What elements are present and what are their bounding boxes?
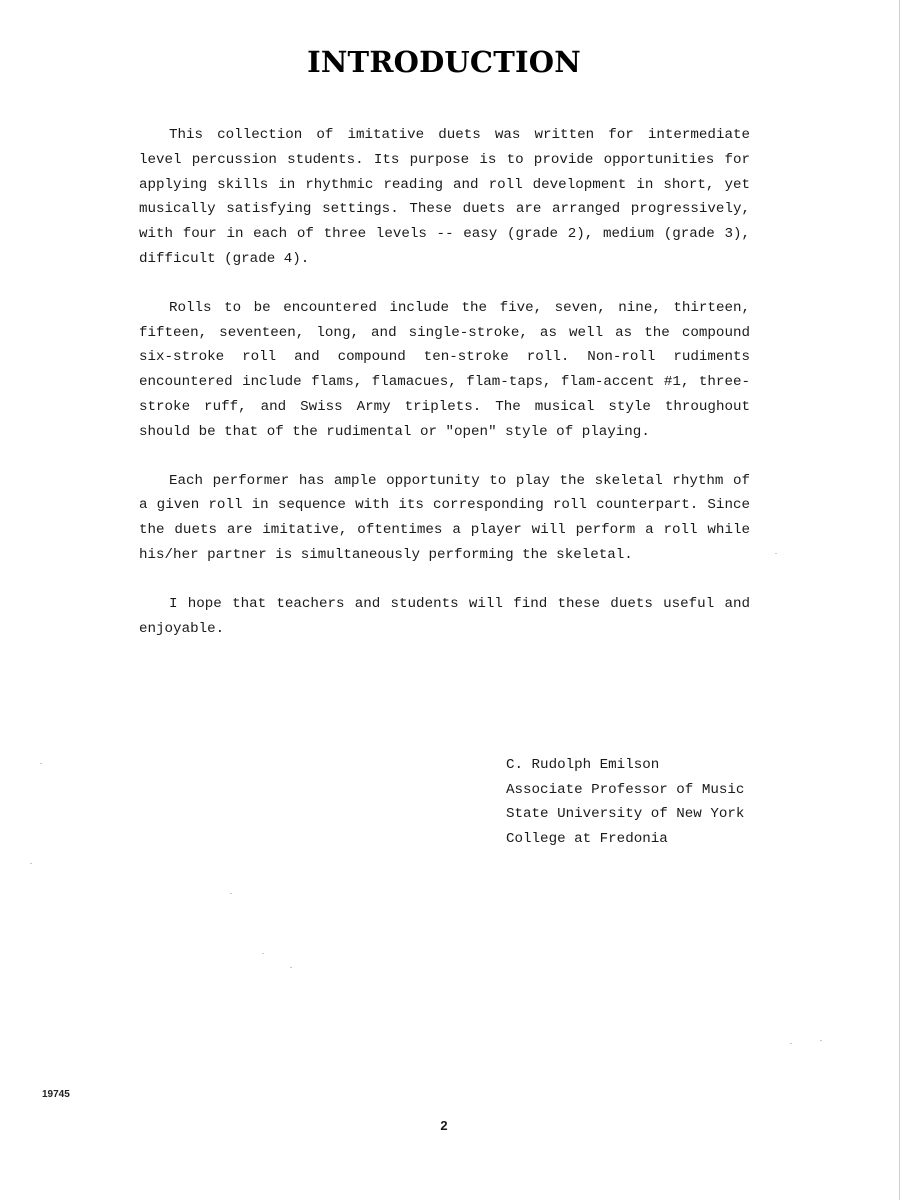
scan-speck bbox=[775, 553, 777, 554]
author-position: Associate Professor of Music bbox=[506, 781, 745, 798]
author-campus: College at Fredonia bbox=[506, 830, 668, 847]
scan-speck bbox=[790, 1043, 792, 1044]
introduction-body bbox=[139, 123, 750, 641]
catalog-number: 19745 bbox=[42, 1089, 70, 1100]
paragraph-closing: I hope that teachers and students will find these duets useful and enjoyable. bbox=[139, 595, 750, 637]
author-institution: State University of New York bbox=[506, 806, 745, 823]
scan-speck bbox=[290, 967, 292, 968]
scan-speck bbox=[262, 953, 264, 954]
page-title: INTRODUCTION bbox=[307, 45, 581, 80]
scan-speck bbox=[230, 893, 232, 894]
page-number: 2 bbox=[440, 1118, 448, 1133]
paragraph-rudiments: Rolls to be encountered include the five, seven, nine, thirteen, fifteen, seventeen, long, and single-stroke, as well as the compound six-stroke roll and compound ten-stroke roll. Non-roll rudiments encountered include flams, flamacues, flam-taps, flam-accent #1, three-stroke ruff, and Swiss Army triplets. The musical style throughout should be that of the rudimental or "open" style of playing. bbox=[139, 299, 750, 440]
paragraph-purpose: This collection of imitative duets was written for intermediate level percussion students. Its purpose is to provide opportunities for applying skills in rhythmic reading and roll development in short, yet musically satisfying settings. These duets are arranged progressively, with four in each of three levels -- easy (grade 2), medium (grade 3), difficult (grade 4). bbox=[139, 127, 750, 267]
scan-speck bbox=[30, 863, 32, 864]
scan-speck bbox=[40, 763, 42, 764]
scan-speck bbox=[820, 1040, 822, 1041]
author-name: C. Rudolph Emilson bbox=[506, 757, 660, 773]
paragraph-imitation: Each performer has ample opportunity to play the skeletal rhythm of a given roll in sequence with its corresponding roll counterpart. Since the duets are imitative, oftentimes a player will perform a roll while his/her partner is simultaneously performing the skeletal. bbox=[139, 472, 750, 563]
signature-block bbox=[506, 753, 766, 851]
